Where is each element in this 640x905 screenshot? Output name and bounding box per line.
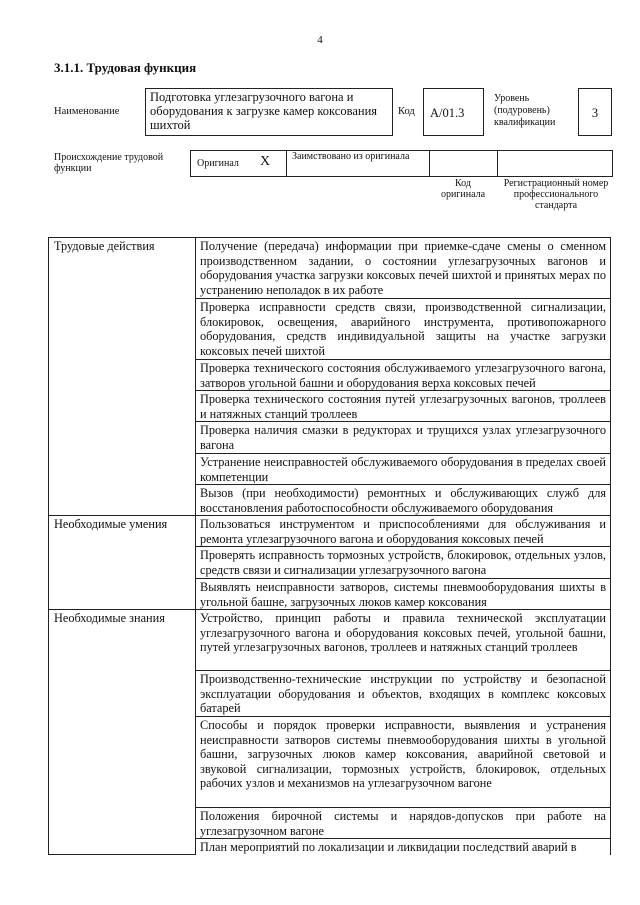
- labor-action-item: Устранение неисправностей обслуживаемого оборудования в пределах своей компетенции: [196, 454, 611, 485]
- origin-divider-2: [429, 150, 430, 177]
- labor-action-item: Получение (передача) информации при приемке-сдаче смены о сменном производственном задании, о состоянии углезагрузочных вагонов и оборудования участка загрузки коксовых печей шихтой и принятых мерах по устранению неполадок в их работе: [196, 238, 611, 299]
- skill-item: Выявлять неисправности затворов, системы пневмооборудования шихты в угольной башне, загрузочных люков камер коксования: [196, 579, 611, 610]
- name-label: Наименование: [54, 106, 120, 117]
- knowledge-item: План мероприятий по локализации и ликвидации последствий аварий в: [196, 839, 611, 855]
- code-original-caption: Код оригинала: [440, 178, 486, 200]
- table-row: [49, 238, 611, 299]
- original-label: Оригинал: [197, 158, 239, 169]
- labor-action-item: Проверка наличия смазки в редукторах и трущихся узлах углезагрузочного вагона: [196, 422, 611, 454]
- function-table: [48, 237, 611, 855]
- code-value: А/01.3: [430, 106, 465, 120]
- knowledge-item: Способы и порядок проверки исправности, выявления и устранения неисправности затворов системы пневмооборудования шихты в угольной башни, загрузочных люков камер коксования, аварийной световой и звуковой сигнализации, тормозных устройств, блокировок, отдельных рабочих узлов и механизмов на углезагрузочном вагоне: [196, 717, 611, 808]
- origin-divider-3: [497, 150, 498, 177]
- origin-divider-1: [286, 150, 287, 177]
- origin-label: Происхождение трудовой функции: [54, 152, 164, 174]
- labor-action-item: Проверка технического состояния путей углезагрузочных вагонов, троллеев и натяжных станций троллеев: [196, 391, 611, 422]
- code-label: Код: [398, 106, 415, 117]
- skills-label: Необходимые умения: [49, 516, 196, 610]
- name-value: Подготовка углезагрузочного вагона и оборудования к загрузке камер коксования шихтой: [150, 90, 378, 132]
- original-mark: X: [260, 154, 271, 169]
- code-value-box: [423, 88, 484, 136]
- knowledge-label: Необходимые знания: [49, 610, 196, 855]
- labor-action-item: Вызов (при необходимости) ремонтных и обслуживающих служб для восстановления работоспособности обслуживаемого оборудования: [196, 485, 611, 516]
- labor-actions-label: Трудовые действия: [49, 238, 196, 516]
- borrowed-label: Заимствовано из оригинала: [292, 151, 410, 162]
- level-label: Уровень (подуровень) квалификации: [494, 93, 556, 128]
- name-value-box: [145, 88, 393, 136]
- labor-action-item: Проверка исправности средств связи, производственной сигнализации, блокировок, освещения, аварийного инструмента, противопожарного оборудования, средств индивидуальной защиты на участке загрузки коксовых печей шихтой: [196, 299, 611, 360]
- knowledge-item: Устройство, принцип работы и правила технической эксплуатации углезагрузочного вагона и оборудования коксовых печей, угольной башни, путей углезагрузочных вагонов, троллеев и натяжных станций троллеев: [196, 610, 611, 671]
- level-value-box: [578, 88, 612, 136]
- knowledge-item: Производственно-технические инструкции по устройству и безопасной эксплуатации оборудования и объектов, входящих в комплекс коксовых батарей: [196, 671, 611, 717]
- section-title: 3.1.1. Трудовая функция: [54, 60, 197, 75]
- page-number: 4: [317, 34, 323, 46]
- labor-action-item: Проверка технического состояния обслуживаемого углезагрузочного вагона, затворов угольной башни и оборудования верха коксовых печей: [196, 360, 611, 391]
- table-row: [49, 516, 611, 547]
- reg-number-caption: Регистрационный номер профессионального стандарта: [503, 178, 609, 211]
- level-value: 3: [591, 106, 599, 120]
- skill-item: Проверять исправность тормозных устройств, блокировок, отдельных узлов, средств связи и сигнализации углезагрузочного вагона: [196, 547, 611, 579]
- skill-item: Пользоваться инструментом и приспособлениями для обслуживания и ремонта углезагрузочного вагона и оборудования коксовых печей: [196, 516, 611, 547]
- knowledge-item: Положения бирочной системы и нарядов-допусков при работе на углезагрузочном вагоне: [196, 808, 611, 839]
- table-row: [49, 610, 611, 671]
